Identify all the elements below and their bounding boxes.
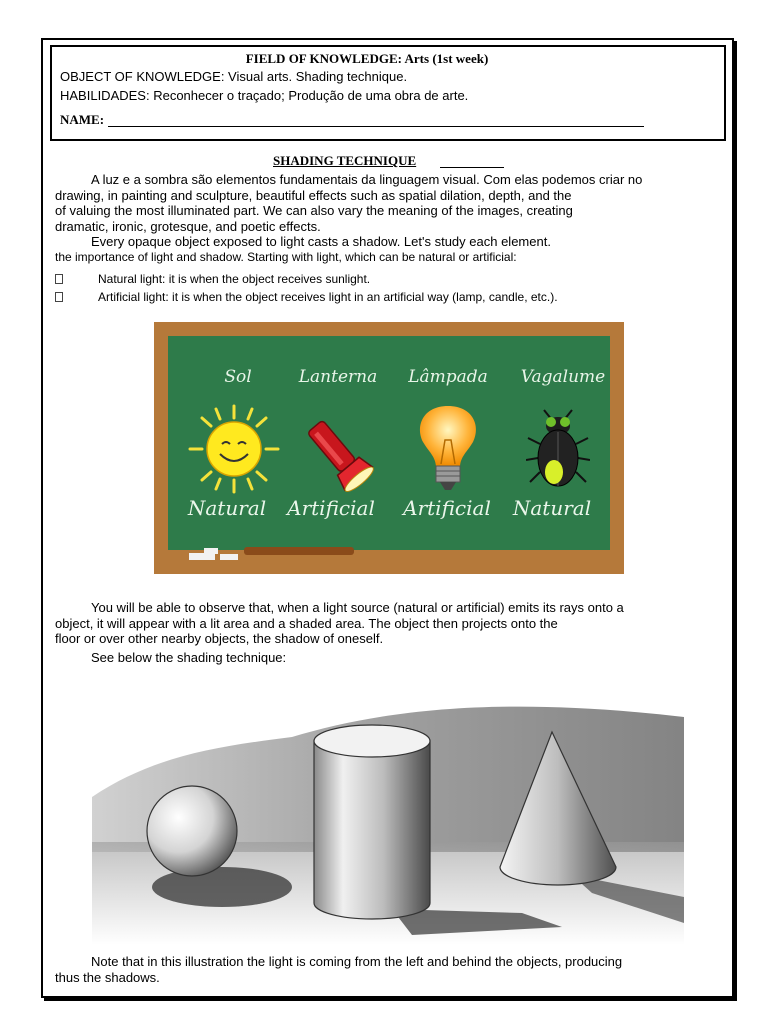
chalk-type-lampada: Artificial [403,496,491,520]
chalk-type-sol: Natural [187,496,267,520]
bullet-natural-light [55,272,370,286]
name-label: NAME: [60,112,105,127]
bullet-box-icon [55,292,63,302]
closing-paragraph [55,954,715,985]
field-of-knowledge: FIELD OF KNOWLEDGE: Arts (1st week) [245,51,489,66]
name-field-line [108,126,644,127]
body-line: floor or over other nearby objects, the shadow of oneself. [55,631,384,647]
object-of-knowledge: OBJECT OF KNOWLEDGE: Visual arts. Shading technique. [60,69,408,84]
chalk-type-lanterna: Artificial [287,496,375,520]
chalk-label-sol: Sol [224,367,252,387]
sun-icon [186,404,282,494]
chalk-type-vagalume: Natural [512,496,592,520]
section-title: SHADING TECHNIQUE [273,153,417,168]
chalkboard-surface [168,336,610,550]
body-paragraph-3 [55,600,715,665]
intro-line: drawing, in painting and sculpture, beautiful effects such as spatial dilation, depth, and the [55,187,572,203]
intro-line: dramatic, ironic, grotesque, and poetic effects. [55,218,321,234]
bullet-artificial-light [55,290,558,304]
flashlight-icon [298,414,378,494]
chalk-label-lampada: Lâmpada [408,367,488,387]
bullet-text: Natural light: it is when the object receives sunlight. [98,272,371,286]
chalk-label-lanterna: Lanterna [298,367,378,387]
firefly-icon [526,408,590,494]
chalkboard-illustration [154,322,624,574]
intro-line: of valuing the most illuminated part. We can also vary the meaning of the images, creating [55,203,573,219]
shading-technique-drawing [92,677,684,945]
bullet-box-icon [55,274,63,284]
closing-line: Note that in this illustration the light is coming from the left and behind the objects, producing [91,954,623,969]
light-bulb-icon [413,404,483,494]
chalk-piece [220,554,238,560]
intro-line: the importance of light and shadow. Starting with light, which can be natural or artificial: [55,249,517,264]
intro-paragraph-1 [55,172,715,234]
body-line: object, it will appear with a lit area and a shaded area. The object then projects onto the [55,615,558,631]
intro-paragraph-2 [55,234,715,265]
intro-line: Every opaque object exposed to light casts a shadow. Let's study each element. [91,234,551,249]
chalk-label-vagalume: Vagalume [520,367,606,387]
closing-line: thus the shadows. [55,969,160,985]
chalk-piece [204,548,218,554]
skills-line: HABILIDADES: Reconhecer o traçado; Produção de uma obra de arte. [60,88,469,103]
chalk-tray [244,547,354,555]
bullet-text: Artificial light: it is when the object receives light in an artificial way (lamp, candle, etc.). [98,290,558,304]
chalk-piece [189,553,215,560]
body-line: See below the shading technique: [91,649,287,665]
body-line: You will be able to observe that, when a light source (natural or artificial) emits its rays onto a [91,600,624,615]
intro-line: A luz e a sombra são elementos fundamentais da linguagem visual. Com elas podemos criar no [91,172,643,187]
title-underline-extension [440,167,504,168]
